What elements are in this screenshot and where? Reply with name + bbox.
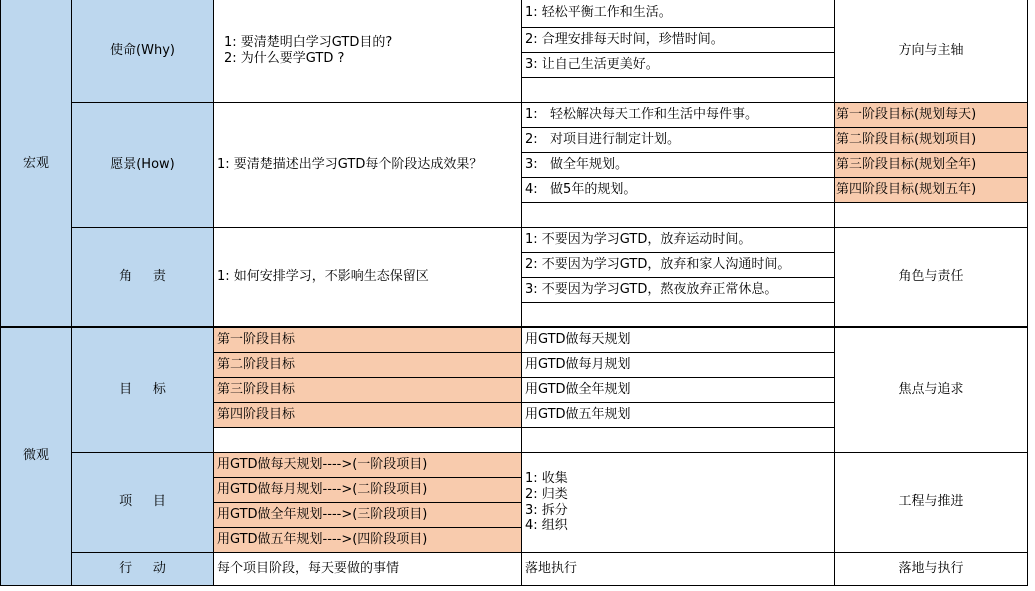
category-goal-label: 目 标 xyxy=(119,381,166,397)
category-action-cell[interactable] xyxy=(72,553,214,586)
goal-plan-2: 用GTD做每月规划 xyxy=(525,356,631,372)
mission-question-cell[interactable] xyxy=(214,0,522,103)
role-item-1-cell[interactable] xyxy=(522,228,835,253)
project-step-1: 1: 收集 xyxy=(525,471,568,487)
goal-stage-2: 第二阶段目标 xyxy=(217,356,296,372)
project-item-4-cell[interactable] xyxy=(214,528,522,553)
vision-item-2-cell[interactable] xyxy=(522,128,835,153)
project-step-3: 3: 拆分 xyxy=(525,502,568,518)
action-execution-cell[interactable] xyxy=(522,553,835,586)
project-steps-cell[interactable] xyxy=(522,453,835,553)
mission-blank-cell[interactable] xyxy=(522,78,835,103)
goal-plan-3: 用GTD做全年规划 xyxy=(525,381,631,397)
category-mission-cell[interactable] xyxy=(72,0,214,103)
vision-question-cell[interactable] xyxy=(214,103,522,228)
vision-stage-2: 第二阶段目标(规划项目) xyxy=(836,131,977,147)
project-step-2: 2: 归类 xyxy=(525,486,568,502)
role-summary-cell[interactable] xyxy=(835,228,1028,328)
category-role-label: 角 责 xyxy=(119,269,166,285)
vision-stage-4-cell[interactable] xyxy=(835,178,1028,203)
category-mission-label: 使命(Why) xyxy=(110,42,175,58)
role-item-1: 1: 不要因为学习GTD，放弃运动时间。 xyxy=(525,231,752,247)
mission-item-2-cell[interactable] xyxy=(522,28,835,53)
vision-summary-blank-cell[interactable] xyxy=(835,203,1028,228)
project-step-4: 4: 组织 xyxy=(525,518,568,534)
level-micro-label: 微观 xyxy=(22,448,49,464)
mission-question-2: 2: 为什么要学GTD ? xyxy=(224,51,345,66)
goal-stage-3: 第三阶段目标 xyxy=(217,381,296,397)
category-role-cell[interactable] xyxy=(72,228,214,328)
vision-question: 1: 要清楚描述出学习GTD每个阶段达成效果？ xyxy=(217,156,483,172)
role-question-cell[interactable] xyxy=(214,228,522,328)
goal-summary: 焦点与追求 xyxy=(898,381,964,397)
vision-item-4-cell[interactable] xyxy=(522,178,835,203)
goal-plan-4-cell[interactable] xyxy=(522,403,835,428)
action-summary: 落地与执行 xyxy=(898,560,964,576)
role-question: 1: 如何安排学习，不影响生态保留区 xyxy=(217,269,429,285)
role-item-2: 2: 不要因为学习GTD，放弃和家人沟通时间。 xyxy=(525,256,791,272)
category-project-cell[interactable] xyxy=(72,453,214,553)
category-vision-label: 愿景(How) xyxy=(110,156,175,172)
vision-stage-3-cell[interactable] xyxy=(835,153,1028,178)
action-description-cell[interactable] xyxy=(214,553,522,586)
goal-summary-cell[interactable] xyxy=(835,326,1028,453)
vision-stage-1: 第一阶段目标(规划每天) xyxy=(836,106,977,122)
action-execution: 落地执行 xyxy=(525,560,578,576)
vision-item-3-cell[interactable] xyxy=(522,153,835,178)
vision-stage-1-cell[interactable] xyxy=(835,103,1028,128)
category-action-label: 行 动 xyxy=(119,560,166,576)
goal-plan-4: 用GTD做五年规划 xyxy=(525,406,631,422)
project-summary: 工程与推进 xyxy=(898,494,964,510)
vision-item-3: 3: 做全年规划。 xyxy=(525,156,629,172)
mission-item-1-cell[interactable] xyxy=(522,0,835,28)
level-micro-cell[interactable] xyxy=(0,326,72,586)
goal-stage-3-cell[interactable] xyxy=(214,378,522,403)
vision-stage-3: 第三阶段目标(规划全年) xyxy=(836,156,977,172)
goal-stage-2-cell[interactable] xyxy=(214,353,522,378)
project-item-2-cell[interactable] xyxy=(214,478,522,503)
category-goal-cell[interactable] xyxy=(72,326,214,453)
project-item-2: 用GTD做每月规划---->(二阶段项目) xyxy=(217,481,428,497)
vision-blank-cell[interactable] xyxy=(522,203,835,228)
role-summary: 角色与责任 xyxy=(898,269,964,285)
role-blank-cell[interactable] xyxy=(522,303,835,328)
vision-item-1-cell[interactable] xyxy=(522,103,835,128)
project-item-3: 用GTD做全年规划---->(三阶段项目) xyxy=(217,506,428,522)
project-item-3-cell[interactable] xyxy=(214,503,522,528)
goal-stage-1: 第一阶段目标 xyxy=(217,331,296,347)
mission-item-3-cell[interactable] xyxy=(522,53,835,78)
goal-stage-4: 第四阶段目标 xyxy=(217,406,296,422)
action-description: 每个项目阶段，每天要做的事情 xyxy=(217,560,400,576)
role-item-3-cell[interactable] xyxy=(522,278,835,303)
role-item-2-cell[interactable] xyxy=(522,253,835,278)
vision-item-2: 2: 对项目进行制定计划。 xyxy=(525,131,681,147)
goal-plan-3-cell[interactable] xyxy=(522,378,835,403)
vision-item-1: 1: 轻松解决每天工作和生活中每件事。 xyxy=(525,106,759,122)
vision-item-4: 4: 做5年的规划。 xyxy=(525,181,637,197)
mission-item-1: 1: 轻松平衡工作和生活。 xyxy=(525,5,672,21)
category-project-label: 项 目 xyxy=(119,494,166,510)
goal-stage-1-cell[interactable] xyxy=(214,326,522,353)
level-macro-cell[interactable] xyxy=(0,0,72,328)
mission-item-3: 3: 让自己生活更美好。 xyxy=(525,56,659,72)
project-item-1-cell[interactable] xyxy=(214,453,522,478)
role-item-3: 3: 不要因为学习GTD，熬夜放弃正常休息。 xyxy=(525,281,778,297)
goal-stage-4-cell[interactable] xyxy=(214,403,522,428)
goal-plan-1: 用GTD做每天规划 xyxy=(525,331,631,347)
goal-blank-cell[interactable] xyxy=(214,428,522,453)
mission-item-2: 2: 合理安排每天时间，珍惜时间。 xyxy=(525,31,724,47)
category-vision-cell[interactable] xyxy=(72,103,214,228)
vision-stage-4: 第四阶段目标(规划五年) xyxy=(836,181,977,197)
goal-plan-blank-cell[interactable] xyxy=(522,428,835,453)
vision-stage-2-cell[interactable] xyxy=(835,128,1028,153)
mission-summary: 方向与主轴 xyxy=(898,42,964,58)
project-item-1: 用GTD做每天规划---->(一阶段项目) xyxy=(217,456,428,472)
goal-plan-1-cell[interactable] xyxy=(522,326,835,353)
level-macro-label: 宏观 xyxy=(22,155,49,171)
project-item-4: 用GTD做五年规划---->(四阶段项目) xyxy=(217,531,428,547)
mission-question-1: 1: 要清楚明白学习GTD目的? xyxy=(224,34,393,50)
mission-summary-cell[interactable] xyxy=(835,0,1028,103)
action-summary-cell[interactable] xyxy=(835,553,1028,586)
goal-plan-2-cell[interactable] xyxy=(522,353,835,378)
project-summary-cell[interactable] xyxy=(835,453,1028,553)
